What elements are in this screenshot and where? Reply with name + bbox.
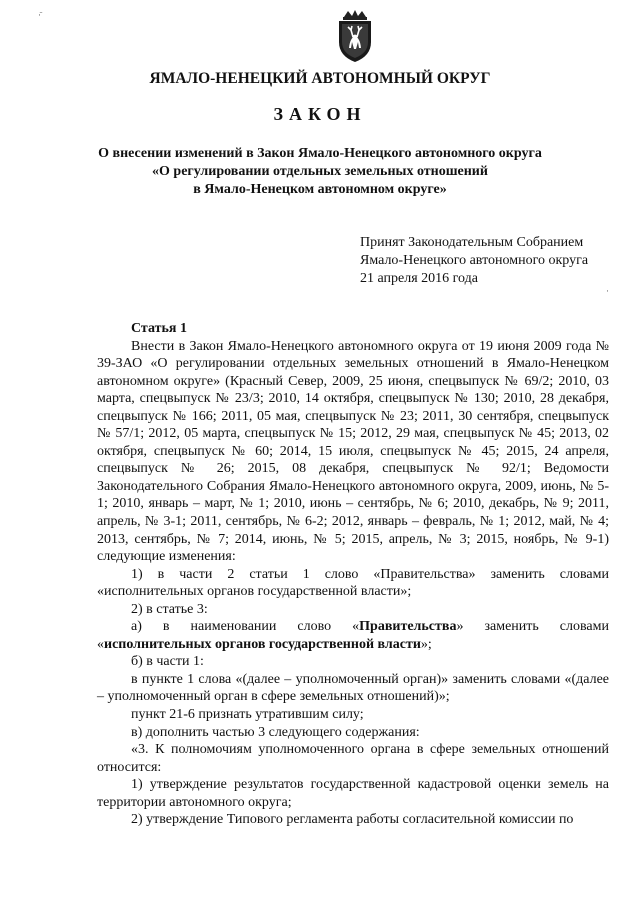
amendment-item: в пункте 1 слова «(далее – уполномоченный орган)» заменить словами «(далее – уполномоченный орган в сфере земельных отношений)»; <box>97 671 609 705</box>
article-body <box>97 320 609 829</box>
article-intro: Внести в Закон Ямало-Ненецкого автономного округа от 19 июня 2009 года № 39-ЗАО «О регулировании отдельных земельных отношений в Ямало-Ненецком автономном округе» (Красный Север, 2009, 25 июня, спецвыпуск № 69/2; 2010, 03 марта, спецвыпуск № 23/3; 2010, 14 октября, спецвыпуск № 130; 2010, 28 декабря, спецвыпуск № 166; 2011, 05 мая, спецвыпуск № 23; 2011, 30 сентября, спецвыпуск № 57/1; 2012, 05 марта, спецвыпуск № 15; 2012, 29 мая, спецвыпуск № 45; 2013, 02 октября, спецвыпуск № 60; 2014, 15 июля, спецвыпуск № 45; 2015, 24 апреля, спецвыпуск № 26; 2015, 08 декабря, спецвыпуск № 92/1; Ведомости Законодательного Собрания Ямало-Ненецкого автономного округа, 2009, июнь, № 5-1; 2010, январь – март, № 1; 2010, июнь – сентябрь, № 6; 2010, декабрь, № 9; 2011, апрель, № 3-1; 2011, сентябрь, № 6-2; 2012, январь – февраль, № 1; 2012, май, № 4; 2013, сентябрь, № 7; 2014, июнь, № 5; 2015, апрель, № 3; 2015, ноябрь, № 9-1) следующие изменения: <box>97 338 609 565</box>
amendment-item: 1) утверждение результатов государственной кадастровой оценки земель на территории автономного округа; <box>97 777 609 810</box>
amendment-bold-text: исполнительных органов государственной власти <box>104 636 421 652</box>
amendment-text: а) в наименовании слово « <box>131 619 360 635</box>
coat-of-arms-icon <box>333 8 377 64</box>
adoption-block <box>360 234 588 288</box>
amendment-item: «3. К полномочиям уполномоченного органа в сфере земельных отношений относится: <box>97 742 609 775</box>
adoption-line: Ямало-Ненецкого автономного округа <box>360 253 589 268</box>
okrug-title: ЯМАЛО-НЕНЕЦКИЙ АВТОНОМНЫЙ ОКРУГ <box>149 70 491 87</box>
document-type: ЗАКОН <box>273 104 367 124</box>
amendment-item: пункт 21-6 признать утратившим силу; <box>131 707 364 723</box>
adoption-date: 21 апреля 2016 года <box>360 271 478 286</box>
amendment-item: б) в части 1: <box>131 654 204 670</box>
adoption-line: Принят Законодательным Собранием <box>360 235 584 250</box>
scan-mark: · <box>606 286 609 296</box>
amendment-text: » заменить словами « <box>97 619 609 652</box>
subtitle-line: «О регулировании отдельных земельных отношений <box>152 164 488 179</box>
amendment-text: »; <box>420 636 432 652</box>
amendment-item: 1) в части 2 статьи 1 слово «Правительства» заменить словами «исполнительных органов государственной власти»; <box>97 566 609 600</box>
article-heading: Статья 1 <box>131 321 187 336</box>
law-subtitle <box>60 145 580 199</box>
amendment-item: в) дополнить частью 3 следующего содержания: <box>131 724 420 740</box>
amendment-bold-text: Правительства <box>359 619 457 635</box>
amendment-item <box>97 618 609 653</box>
amendment-item: 2) утверждение Типового регламента работы согласительной комиссии по <box>131 812 574 828</box>
scan-mark: ·̈ <box>38 10 41 20</box>
amendment-item: 2) в статье 3: <box>131 601 208 617</box>
subtitle-line: в Ямало-Ненецком автономном округе» <box>193 182 447 197</box>
subtitle-line: О внесении изменений в Закон Ямало-Ненецкого автономного округа <box>98 146 542 161</box>
